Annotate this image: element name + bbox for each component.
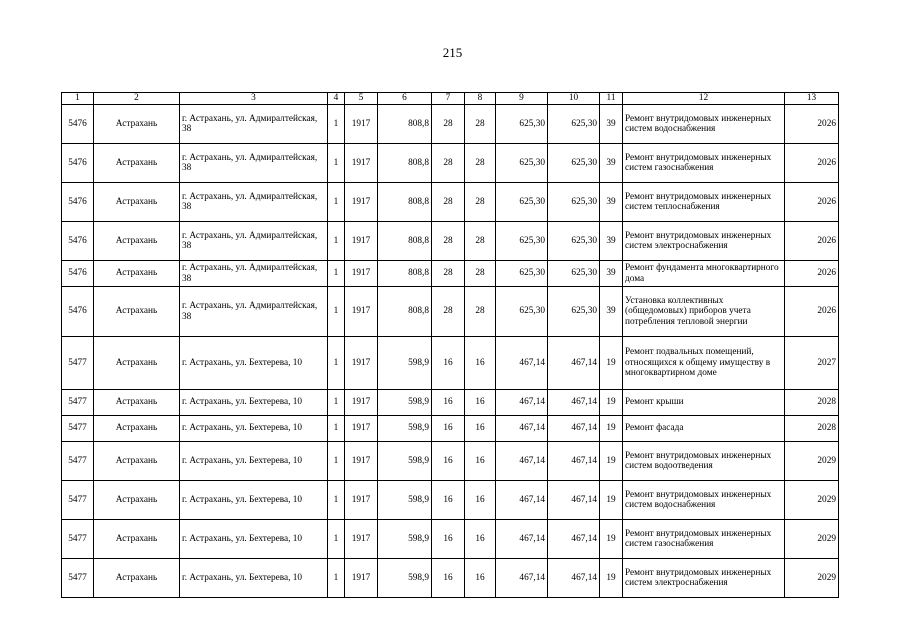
house-id-cell: 5477 [62, 442, 94, 481]
total-area-cell: 598,9 [378, 559, 432, 598]
living-area-cell: 467,14 [548, 390, 600, 416]
municipality-cell: Астрахань [94, 144, 180, 183]
col4-cell: 1 [328, 144, 345, 183]
table-row [62, 105, 839, 144]
planned-year-cell: 2026 [785, 144, 839, 183]
municipality-cell: Астрахань [94, 183, 180, 222]
address-cell: г. Астрахань, ул. Бехтерева, 10 [180, 390, 328, 416]
planned-year-cell: 2026 [785, 183, 839, 222]
table-row [62, 287, 839, 337]
col4-cell: 1 [328, 416, 345, 442]
address-cell: г. Астрахань, ул. Адмиралтейская, 38 [180, 105, 328, 144]
column-number: 7 [432, 93, 465, 105]
address-cell: г. Астрахань, ул. Бехтерева, 10 [180, 337, 328, 390]
total-area-cell: 808,8 [378, 261, 432, 287]
year-built-cell: 1917 [345, 105, 378, 144]
house-id-cell: 5477 [62, 337, 94, 390]
residents-cell: 19 [600, 520, 623, 559]
area-cell: 625,30 [496, 222, 548, 261]
municipality-cell: Астрахань [94, 261, 180, 287]
municipality-cell: Астрахань [94, 105, 180, 144]
col4-cell: 1 [328, 105, 345, 144]
col8-cell: 16 [465, 442, 496, 481]
year-built-cell: 1917 [345, 481, 378, 520]
year-built-cell: 1917 [345, 520, 378, 559]
house-id-cell: 5476 [62, 261, 94, 287]
column-number: 9 [496, 93, 548, 105]
address-cell: г. Астрахань, ул. Бехтерева, 10 [180, 416, 328, 442]
repair-schedule-table [61, 92, 839, 598]
year-built-cell: 1917 [345, 390, 378, 416]
living-area-cell: 625,30 [548, 144, 600, 183]
table-row [62, 481, 839, 520]
column-number: 6 [378, 93, 432, 105]
col8-cell: 28 [465, 183, 496, 222]
col4-cell: 1 [328, 222, 345, 261]
area-cell: 467,14 [496, 390, 548, 416]
table-row [62, 144, 839, 183]
total-area-cell: 598,9 [378, 442, 432, 481]
col8-cell: 28 [465, 222, 496, 261]
col4-cell: 1 [328, 261, 345, 287]
col8-cell: 16 [465, 481, 496, 520]
table-row [62, 222, 839, 261]
living-area-cell: 467,14 [548, 520, 600, 559]
page-number: 215 [442, 45, 463, 60]
col7-cell: 16 [432, 442, 465, 481]
work-type-cell: Ремонт внутридомовых инженерных систем электроснабжения [623, 222, 785, 261]
residents-cell: 19 [600, 442, 623, 481]
table-row [62, 337, 839, 390]
year-built-cell: 1917 [345, 222, 378, 261]
col4-cell: 1 [328, 183, 345, 222]
residents-cell: 19 [600, 390, 623, 416]
residents-cell: 39 [600, 222, 623, 261]
total-area-cell: 808,8 [378, 287, 432, 337]
address-cell: г. Астрахань, ул. Бехтерева, 10 [180, 559, 328, 598]
municipality-cell: Астрахань [94, 416, 180, 442]
area-cell: 625,30 [496, 144, 548, 183]
table-row [62, 390, 839, 416]
year-built-cell: 1917 [345, 144, 378, 183]
work-type-cell: Ремонт фасада [623, 416, 785, 442]
table-row [62, 520, 839, 559]
col8-cell: 16 [465, 390, 496, 416]
table-row [62, 261, 839, 287]
municipality-cell: Астрахань [94, 481, 180, 520]
col4-cell: 1 [328, 481, 345, 520]
col7-cell: 28 [432, 261, 465, 287]
work-type-cell: Установка коллективных (общедомовых) приборов учета потребления тепловой энергии [623, 287, 785, 337]
year-built-cell: 1917 [345, 337, 378, 390]
total-area-cell: 598,9 [378, 337, 432, 390]
residents-cell: 19 [600, 337, 623, 390]
table-row [62, 559, 839, 598]
living-area-cell: 467,14 [548, 442, 600, 481]
column-number: 13 [785, 93, 839, 105]
area-cell: 625,30 [496, 261, 548, 287]
address-cell: г. Астрахань, ул. Бехтерева, 10 [180, 520, 328, 559]
house-id-cell: 5476 [62, 287, 94, 337]
col4-cell: 1 [328, 390, 345, 416]
house-id-cell: 5477 [62, 416, 94, 442]
total-area-cell: 598,9 [378, 481, 432, 520]
area-cell: 625,30 [496, 183, 548, 222]
area-cell: 625,30 [496, 105, 548, 144]
total-area-cell: 808,8 [378, 183, 432, 222]
table-row [62, 442, 839, 481]
address-cell: г. Астрахань, ул. Бехтерева, 10 [180, 481, 328, 520]
work-type-cell: Ремонт внутридомовых инженерных систем газоснабжения [623, 520, 785, 559]
col7-cell: 16 [432, 416, 465, 442]
total-area-cell: 808,8 [378, 222, 432, 261]
residents-cell: 39 [600, 144, 623, 183]
living-area-cell: 467,14 [548, 337, 600, 390]
work-type-cell: Ремонт крыши [623, 390, 785, 416]
address-cell: г. Астрахань, ул. Адмиралтейская, 38 [180, 144, 328, 183]
living-area-cell: 467,14 [548, 481, 600, 520]
col8-cell: 28 [465, 105, 496, 144]
column-number: 10 [548, 93, 600, 105]
address-cell: г. Астрахань, ул. Адмиралтейская, 38 [180, 183, 328, 222]
year-built-cell: 1917 [345, 183, 378, 222]
table-row [62, 416, 839, 442]
column-number: 8 [465, 93, 496, 105]
planned-year-cell: 2029 [785, 559, 839, 598]
residents-cell: 39 [600, 183, 623, 222]
work-type-cell: Ремонт внутридомовых инженерных систем теплоснабжения [623, 183, 785, 222]
area-cell: 625,30 [496, 287, 548, 337]
house-id-cell: 5476 [62, 183, 94, 222]
living-area-cell: 625,30 [548, 105, 600, 144]
area-cell: 467,14 [496, 559, 548, 598]
address-cell: г. Астрахань, ул. Адмиралтейская, 38 [180, 261, 328, 287]
col7-cell: 16 [432, 520, 465, 559]
house-id-cell: 5477 [62, 481, 94, 520]
area-cell: 467,14 [496, 520, 548, 559]
living-area-cell: 625,30 [548, 287, 600, 337]
residents-cell: 39 [600, 105, 623, 144]
col7-cell: 16 [432, 559, 465, 598]
col8-cell: 28 [465, 261, 496, 287]
col7-cell: 16 [432, 337, 465, 390]
house-id-cell: 5476 [62, 144, 94, 183]
living-area-cell: 625,30 [548, 183, 600, 222]
col4-cell: 1 [328, 520, 345, 559]
planned-year-cell: 2026 [785, 105, 839, 144]
planned-year-cell: 2028 [785, 390, 839, 416]
planned-year-cell: 2028 [785, 416, 839, 442]
col4-cell: 1 [328, 559, 345, 598]
col4-cell: 1 [328, 442, 345, 481]
planned-year-cell: 2029 [785, 442, 839, 481]
total-area-cell: 598,9 [378, 390, 432, 416]
col8-cell: 28 [465, 144, 496, 183]
col7-cell: 16 [432, 481, 465, 520]
col8-cell: 28 [465, 287, 496, 337]
table-row [62, 183, 839, 222]
col4-cell: 1 [328, 337, 345, 390]
house-id-cell: 5476 [62, 222, 94, 261]
column-number: 4 [328, 93, 345, 105]
residents-cell: 39 [600, 287, 623, 337]
area-cell: 467,14 [496, 481, 548, 520]
address-cell: г. Астрахань, ул. Адмиралтейская, 38 [180, 222, 328, 261]
planned-year-cell: 2027 [785, 337, 839, 390]
house-id-cell: 5477 [62, 390, 94, 416]
work-type-cell: Ремонт фундамента многоквартирного дома [623, 261, 785, 287]
col8-cell: 16 [465, 337, 496, 390]
planned-year-cell: 2026 [785, 287, 839, 337]
total-area-cell: 808,8 [378, 105, 432, 144]
col8-cell: 16 [465, 520, 496, 559]
planned-year-cell: 2029 [785, 520, 839, 559]
area-cell: 467,14 [496, 442, 548, 481]
col7-cell: 28 [432, 222, 465, 261]
address-cell: г. Астрахань, ул. Бехтерева, 10 [180, 442, 328, 481]
work-type-cell: Ремонт подвальных помещений, относящихся к общему имуществу в многоквартирном доме [623, 337, 785, 390]
municipality-cell: Астрахань [94, 337, 180, 390]
column-number: 3 [180, 93, 328, 105]
col4-cell: 1 [328, 287, 345, 337]
municipality-cell: Астрахань [94, 520, 180, 559]
col8-cell: 16 [465, 559, 496, 598]
living-area-cell: 467,14 [548, 559, 600, 598]
column-number: 11 [600, 93, 623, 105]
living-area-cell: 467,14 [548, 416, 600, 442]
column-number: 12 [623, 93, 785, 105]
col7-cell: 28 [432, 183, 465, 222]
address-cell: г. Астрахань, ул. Адмиралтейская, 38 [180, 287, 328, 337]
planned-year-cell: 2026 [785, 222, 839, 261]
column-number: 2 [94, 93, 180, 105]
planned-year-cell: 2029 [785, 481, 839, 520]
work-type-cell: Ремонт внутридомовых инженерных систем электроснабжения [623, 559, 785, 598]
column-number: 1 [62, 93, 94, 105]
residents-cell: 19 [600, 559, 623, 598]
area-cell: 467,14 [496, 337, 548, 390]
house-id-cell: 5477 [62, 520, 94, 559]
year-built-cell: 1917 [345, 559, 378, 598]
table-body [62, 105, 839, 598]
municipality-cell: Астрахань [94, 287, 180, 337]
col8-cell: 16 [465, 416, 496, 442]
column-number: 5 [345, 93, 378, 105]
total-area-cell: 808,8 [378, 144, 432, 183]
house-id-cell: 5477 [62, 559, 94, 598]
residents-cell: 39 [600, 261, 623, 287]
planned-year-cell: 2026 [785, 261, 839, 287]
col7-cell: 16 [432, 390, 465, 416]
col7-cell: 28 [432, 144, 465, 183]
year-built-cell: 1917 [345, 442, 378, 481]
year-built-cell: 1917 [345, 261, 378, 287]
municipality-cell: Астрахань [94, 559, 180, 598]
col7-cell: 28 [432, 105, 465, 144]
residents-cell: 19 [600, 416, 623, 442]
living-area-cell: 625,30 [548, 261, 600, 287]
column-number-row [62, 93, 839, 105]
municipality-cell: Астрахань [94, 390, 180, 416]
work-type-cell: Ремонт внутридомовых инженерных систем газоснабжения [623, 144, 785, 183]
work-type-cell: Ремонт внутридомовых инженерных систем водоснабжения [623, 481, 785, 520]
municipality-cell: Астрахань [94, 442, 180, 481]
total-area-cell: 598,9 [378, 416, 432, 442]
col7-cell: 28 [432, 287, 465, 337]
house-id-cell: 5476 [62, 105, 94, 144]
residents-cell: 19 [600, 481, 623, 520]
year-built-cell: 1917 [345, 416, 378, 442]
total-area-cell: 598,9 [378, 520, 432, 559]
work-type-cell: Ремонт внутридомовых инженерных систем водоснабжения [623, 105, 785, 144]
living-area-cell: 625,30 [548, 222, 600, 261]
work-type-cell: Ремонт внутридомовых инженерных систем водоотведения [623, 442, 785, 481]
municipality-cell: Астрахань [94, 222, 180, 261]
area-cell: 467,14 [496, 416, 548, 442]
year-built-cell: 1917 [345, 287, 378, 337]
